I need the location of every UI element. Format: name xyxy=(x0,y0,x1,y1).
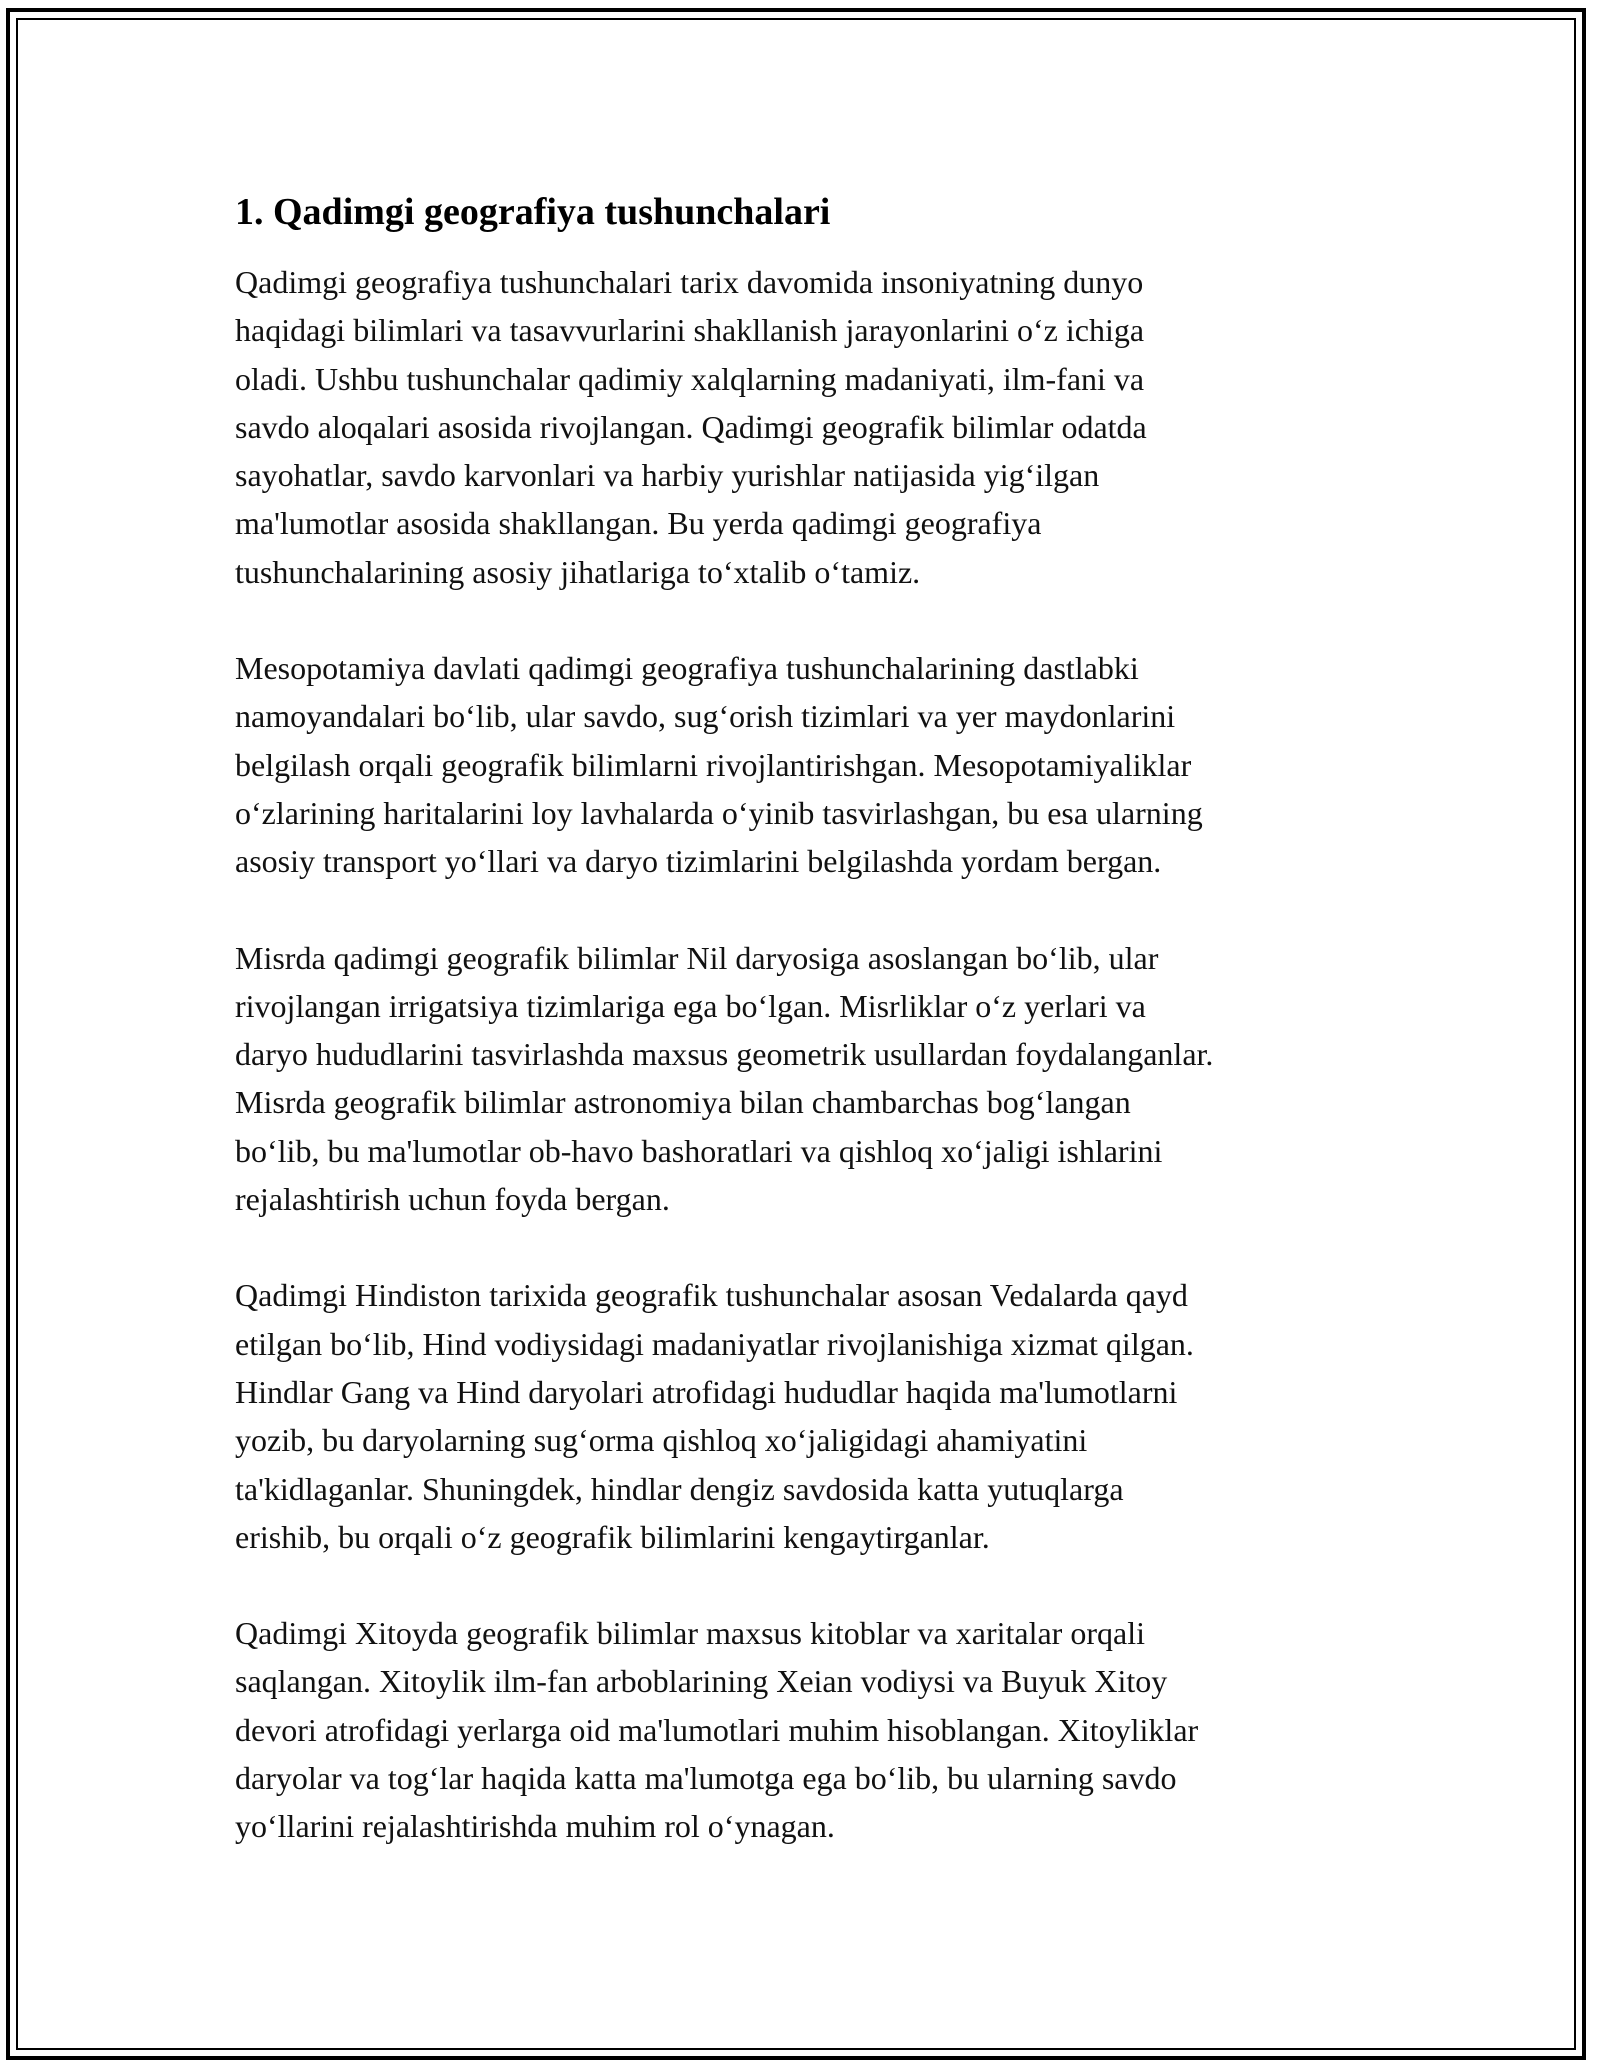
paragraph-line: yozib, bu daryolarning sug‘orma qishloq xo‘jaligidagi ahamiyatini xyxy=(235,1422,1088,1459)
paragraph-line: Misrda qadimgi geografik bilimlar Nil daryosiga asoslangan bo‘lib, ular xyxy=(235,939,1159,976)
paragraph-line: yo‘llarini rejalashtirishda muhim rol o‘ynagan. xyxy=(235,1808,835,1845)
paragraph-line: ma'lumotlar asosida shakllangan. Bu yerda qadimgi geografiya xyxy=(235,505,1042,542)
paragraph-line: rivojlangan irrigatsiya tizimlariga ega bo‘lgan. Misrliklar o‘z yerlari va xyxy=(235,987,1146,1024)
paragraph-line: Hindlar Gang va Hind daryolari atrofidagi hududlar haqida ma'lumotlarni xyxy=(235,1373,1178,1410)
paragraph-line: devori atrofidagi yerlarga oid ma'lumotlari muhim hisoblangan. Xitoyliklar xyxy=(235,1711,1199,1748)
paragraph-line: Qadimgi Xitoyda geografik bilimlar maxsus kitoblar va xaritalar orqali xyxy=(235,1615,1145,1652)
paragraph-line: oladi. Ushbu tushunchalar qadimiy xalqlarning madaniyati, ilm-fani va xyxy=(235,360,1145,397)
paragraph-line: etilgan bo‘lib, Hind vodiysidagi madaniyatlar rivojlanishiga xizmat qilgan. xyxy=(235,1325,1194,1362)
section-heading: 1. Qadimgi geografiya tushunchalari xyxy=(235,191,831,233)
paragraph-line: daryo hududlarini tasvirlashda maxsus geometrik usullardan foydalanganlar. xyxy=(235,1036,1214,1073)
paragraph-china xyxy=(235,1609,1375,1850)
document-body xyxy=(235,188,1375,1899)
paragraph-line: haqidagi bilimlari va tasavvurlarini shakllanish jarayonlarini o‘z ichiga xyxy=(235,312,1145,349)
paragraph-egypt xyxy=(235,934,1375,1224)
paragraph-line: o‘zlarining haritalarini loy lavhalarda o‘yinib tasvirlashgan, bu esa ularning xyxy=(235,794,1203,831)
paragraph-line: Misrda geografik bilimlar astronomiya bilan chambarchas bog‘langan xyxy=(235,1084,1131,1121)
paragraph-line: sayohatlar, savdo karvonlari va harbiy yurishlar natijasida yig‘ilgan xyxy=(235,457,1100,494)
paragraph-line: saqlangan. Xitoylik ilm-fan arboblarining Xeian vodiysi va Buyuk Xitoy xyxy=(235,1663,1168,1700)
paragraph-line: Qadimgi Hindiston tarixida geografik tushunchalar asosan Vedalarda qayd xyxy=(235,1277,1188,1314)
paragraph-line: belgilash orqali geografik bilimlarni rivojlantirishgan. Mesopotamiyaliklar xyxy=(235,746,1192,783)
paragraph-line: tushunchalarining asosiy jihatlariga to‘xtalib o‘tamiz. xyxy=(235,553,921,590)
paragraph-line: rejalashtirish uchun foyda bergan. xyxy=(235,1181,670,1218)
paragraph-line: erishib, bu orqali o‘z geografik bilimlarini kengaytirganlar. xyxy=(235,1518,990,1555)
paragraph-intro xyxy=(235,258,1375,596)
paragraph-line: asosiy transport yo‘llari va daryo tizimlarini belgilashda yordam bergan. xyxy=(235,843,1162,880)
paragraph-line: daryolar va tog‘lar haqida katta ma'lumotga ega bo‘lib, bu ularning savdo xyxy=(235,1760,1177,1797)
paragraph-line: savdo aloqalari asosida rivojlangan. Qadimgi geografik bilimlar odatda xyxy=(235,408,1147,445)
paragraph-line: Mesopotamiya davlati qadimgi geografiya tushunchalarining dastlabki xyxy=(235,650,1139,687)
paragraph-line: namoyandalari bo‘lib, ular savdo, sug‘orish tizimlari va yer maydonlarini xyxy=(235,698,1176,735)
paragraph-line: bo‘lib, bu ma'lumotlar ob-havo bashoratlari va qishloq xo‘jaligi ishlarini xyxy=(235,1132,1163,1169)
paragraph-mesopotamia xyxy=(235,644,1375,885)
paragraph-line: Qadimgi geografiya tushunchalari tarix davomida insoniyatning dunyo xyxy=(235,264,1144,300)
paragraph-india xyxy=(235,1271,1375,1561)
paragraph-line: ta'kidlaganlar. Shuningdek, hindlar dengiz savdosida katta yutuqlarga xyxy=(235,1470,1124,1507)
